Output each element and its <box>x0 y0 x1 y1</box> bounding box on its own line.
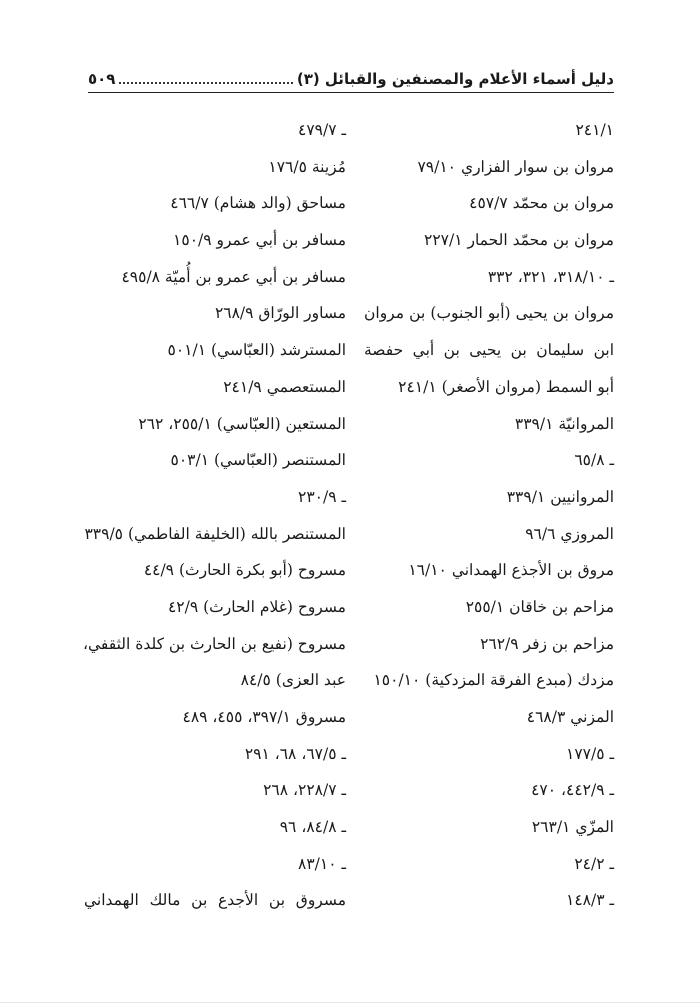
index-entry: ـ ٢٢٨/٧، ٢٦٨ <box>263 781 346 800</box>
index-entry: المستنصر (العبّاسي) ٥٠٣/١ <box>170 451 346 470</box>
index-entry: عبد العزى) ٨٤/٥ <box>240 671 346 690</box>
index-entry: ـ ٣١٨/١٠، ٣٢١، ٣٣٢ <box>487 267 614 286</box>
index-entry: مسروح (نفيع بن الحارث بن كلدة الثقفي، <box>82 634 346 653</box>
index-entry: المروانيين ٣٣٩/١ <box>506 487 614 506</box>
index-entry: مزاحم بن خاقان ٢٥٥/١ <box>465 597 614 616</box>
page-number: ٥٠٩ <box>88 70 116 88</box>
index-entry: ـ ١٤٨/٣ <box>566 891 614 910</box>
index-entry: ـ ٢٣٠/٩ <box>298 487 346 506</box>
index-entry: مساحق (والد هشام) ٤٦٦/٧ <box>170 194 346 213</box>
index-entry: مسروق ٣٩٧/١، ٤٥٥، ٤٨٩ <box>182 708 346 726</box>
index-entry: مساور الورّاق ٢٦٨/٩ <box>214 304 346 323</box>
index-entry: ابن سليمان بن يحيى بن أبي حفصة <box>364 341 614 360</box>
index-entry: المستنصر بالله (الخليفة الفاطمي) ٣٣٩/٥ <box>84 524 346 543</box>
index-entry: المسترشد (العبّاسي) ٥٠١/١ <box>167 341 346 360</box>
index-entry: ـ ٤٤٢/٩، ٤٧٠ <box>531 781 614 800</box>
index-entry: مسروق بن الأجدع بن مالك الهمداني <box>84 891 346 910</box>
index-entry: مسافر بن أبي عمرو ١٥٠/٩ <box>173 231 346 250</box>
index-entry: المستعين (العبّاسي) ٢٥٥/١، ٢٦٢ <box>138 414 346 433</box>
index-entry: المروانيّة ٣٣٩/١ <box>514 414 614 433</box>
index-column-right <box>364 112 614 919</box>
index-entry: ـ ٤٧٩/٧ <box>298 121 346 139</box>
index-entry: مروان بن يحيى (أبو الجنوب) بن مروان <box>364 304 614 323</box>
index-entry: مزدك (مبدع الفرقة المزدكية) ١٥٠/١٠ <box>373 671 614 690</box>
index-entry: ـ ١٧٧/٥ <box>566 744 614 763</box>
index-entry: مُزينة ١٧٦/٥ <box>268 157 346 176</box>
index-entry: أبو السمط (مروان الأصغر) ٢٤١/١ <box>398 377 614 396</box>
index-entry: مسروح (أبو بكرة الحارث) ٤٤/٩ <box>143 561 346 580</box>
header-rule <box>88 92 614 93</box>
index-entry: ـ ٨٤/٨، ٩٦ <box>279 818 346 837</box>
index-entry: ـ ٦٥/٨ <box>574 451 614 470</box>
index-entry: ـ ٦٧/٥، ٦٨، ٢٩١ <box>244 744 346 763</box>
running-header <box>88 62 614 88</box>
index-entry: مروان بن سوار الفزاري ٧٩/١٠ <box>417 157 614 176</box>
index-entry: مسروح (غلام الحارث) ٤٢/٩ <box>167 597 346 616</box>
index-entry: مروق بن الأجذع الهمداني ١٦/١٠ <box>408 561 614 580</box>
index-column-left <box>84 112 346 919</box>
index-entry: المروزي ٩٦/٦ <box>525 524 614 543</box>
index-entry: مروان بن محمّد ٤٥٧/٧ <box>469 194 614 213</box>
page-bottom-edge <box>0 1002 700 1003</box>
index-entry: مروان بن محمّد الحمار ٢٢٧/١ <box>424 231 614 250</box>
header-dot-leader <box>119 81 292 84</box>
header-title: دليل أسماء الأعلام والمصنفين والقبائل (٣) <box>296 70 614 88</box>
index-entry: مسافر بن أبي عمرو بن أُميّة ٤٩٥/٨ <box>121 267 346 286</box>
index-entry: المستعصمي ٢٤١/٩ <box>223 377 346 396</box>
index-entry: المزني ٤٦٨/٣ <box>526 708 614 726</box>
index-entry: ـ ٨٣/١٠ <box>298 854 346 873</box>
index-entry: مزاحم بن زفر ٢٦٢/٩ <box>480 634 614 653</box>
index-entry: ـ ٢٤/٢ <box>574 854 614 873</box>
index-entry: ٢٤١/١ <box>575 121 614 139</box>
index-entry: المزّي ٢٦٣/١ <box>531 818 614 837</box>
